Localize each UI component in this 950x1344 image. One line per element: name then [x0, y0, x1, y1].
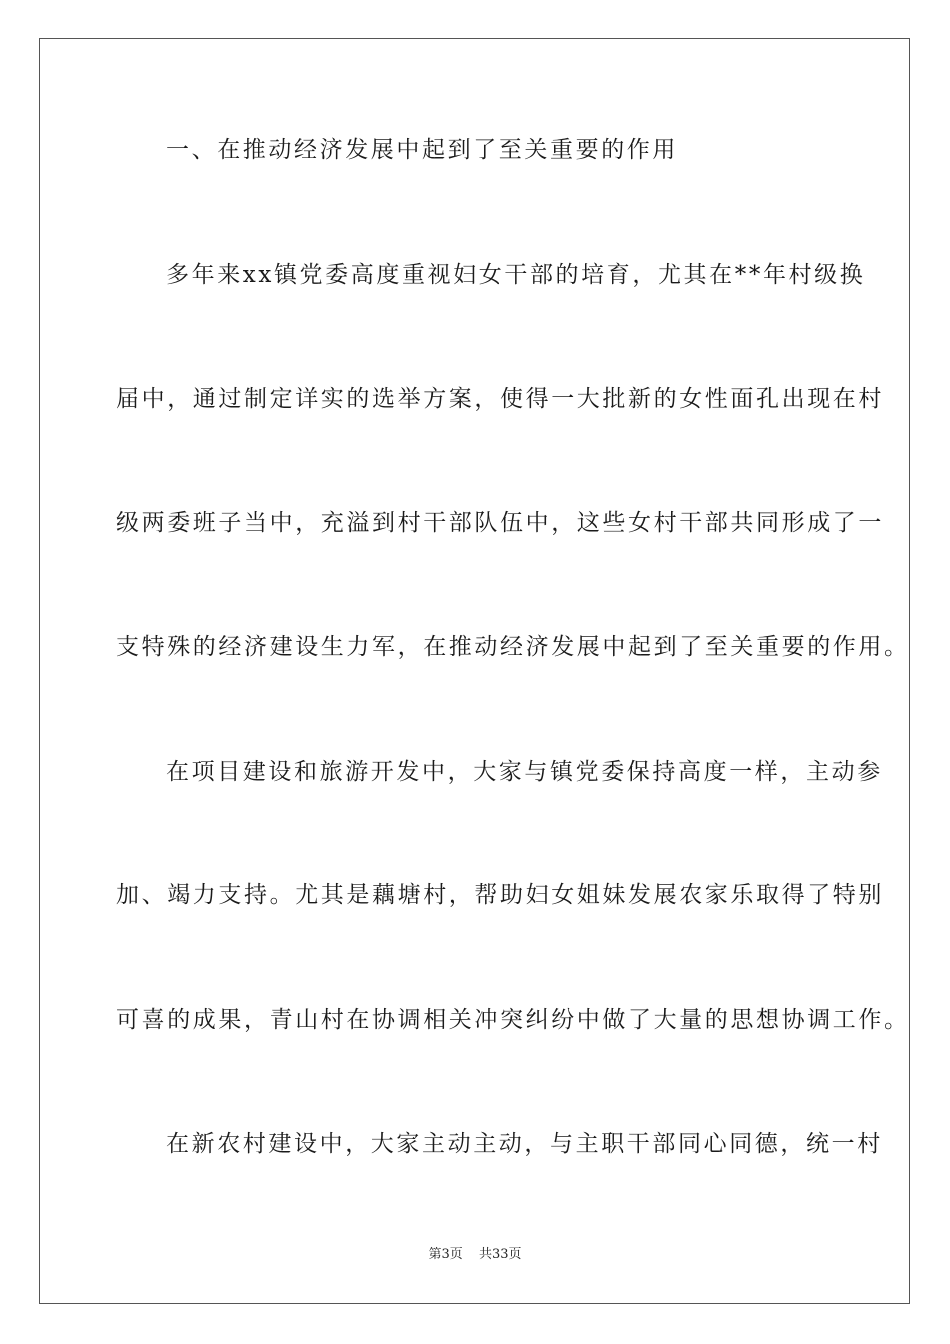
paragraph-line: 届中，通过制定详实的选举方案，使得一大批新的女性面孔出现在村 [116, 386, 884, 412]
page-number: 第3页 [428, 1247, 463, 1262]
paragraph-line: 支特殊的经济建设生力军，在推动经济发展中起到了至关重要的作用。 [116, 634, 910, 660]
paragraph-line: 在项目建设和旅游开发中，大家与镇党委保持高度一样，主动参 [166, 759, 883, 785]
paragraph-line: 可喜的成果，青山村在协调相关冲突纠纷中做了大量的思想协调工作。 [116, 1007, 910, 1033]
paragraph-line: 在新农村建设中，大家主动主动，与主职干部同心同德，统一村 [166, 1131, 883, 1157]
page-total: 共33页 [478, 1247, 522, 1262]
page-frame [39, 38, 910, 1304]
paragraph-line: 多年来xx镇党委高度重视妇女干部的培育，尤其在**年村级换 [166, 262, 866, 288]
paragraph-line: 级两委班子当中，充溢到村干部队伍中，这些女村干部共同形成了一 [116, 510, 884, 536]
page-footer [0, 1246, 950, 1264]
section-heading: 一、在推动经济发展中起到了至关重要的作用 [166, 137, 678, 163]
paragraph-line: 加、竭力支持。尤其是藕塘村，帮助妇女姐妹发展农家乐取得了特别 [116, 882, 884, 908]
